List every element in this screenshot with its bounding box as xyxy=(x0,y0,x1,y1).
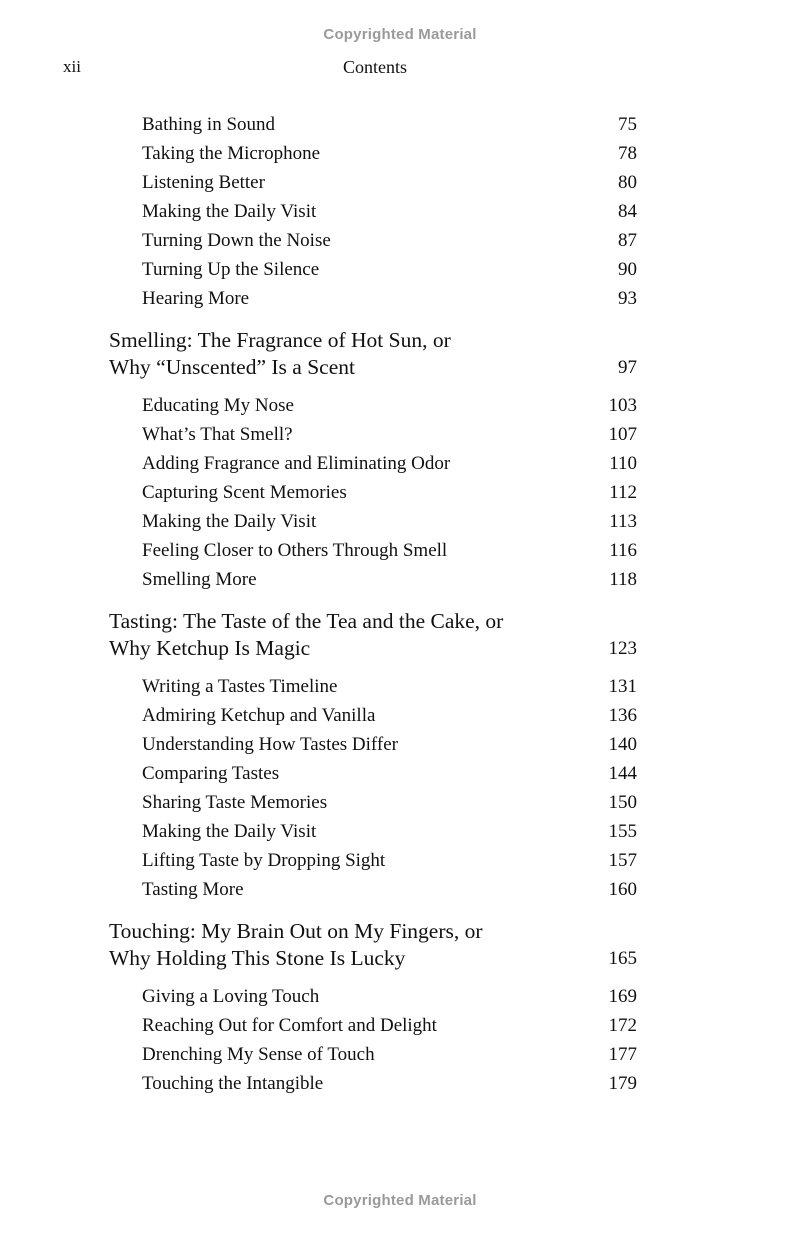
toc-entry-title: Admiring Ketchup and Vanilla xyxy=(142,705,376,726)
toc-entry xyxy=(0,790,800,819)
toc-entry-page: 93 xyxy=(618,288,637,309)
toc-entry-title: Understanding How Tastes Differ xyxy=(142,734,398,755)
toc-entry xyxy=(0,480,800,509)
toc-entry-title: Writing a Tastes Timeline xyxy=(142,676,338,697)
toc-entry-title: Comparing Tastes xyxy=(142,763,280,784)
toc-entry-title: Turning Down the Noise xyxy=(142,230,331,251)
chapter-title-line1: Smelling: The Fragrance of Hot Sun, or xyxy=(109,328,451,352)
toc-entry-title: Capturing Scent Memories xyxy=(142,482,347,503)
toc-entry-page: 172 xyxy=(608,1015,637,1036)
toc-entry xyxy=(0,1042,800,1071)
toc-entry-page: 103 xyxy=(608,395,637,416)
toc-entry-title: What’s That Smell? xyxy=(142,424,293,445)
chapter-section-list-smelling xyxy=(0,393,800,596)
toc-entry-page: 75 xyxy=(618,114,637,135)
toc-entry xyxy=(0,451,800,480)
toc-entry-title: Taking the Microphone xyxy=(142,143,321,164)
watermark-top: Copyrighted Material xyxy=(323,26,477,43)
toc-entry-title: Touching the Intangible xyxy=(142,1073,324,1094)
toc-entry-title: Hearing More xyxy=(142,288,250,309)
toc-entry xyxy=(0,761,800,790)
toc-entry-page: 113 xyxy=(609,511,637,532)
toc-entry xyxy=(0,703,800,732)
toc-entry-title: Drenching My Sense of Touch xyxy=(142,1044,375,1065)
toc-entry-page: 169 xyxy=(608,986,637,1007)
chapter-title-line1: Tasting: The Taste of the Tea and the Cake, or xyxy=(109,609,504,633)
running-head xyxy=(0,57,800,79)
toc-entry xyxy=(0,228,800,257)
toc-entry-page: 140 xyxy=(608,734,637,755)
toc-entry-page: 144 xyxy=(608,763,637,784)
toc-entry-page: 160 xyxy=(608,879,637,900)
running-title: Contents xyxy=(342,57,407,77)
page-number: xii xyxy=(63,57,81,76)
chapter-page: 97 xyxy=(618,357,637,378)
toc-entry xyxy=(0,538,800,567)
toc-entry xyxy=(0,567,800,596)
intro-section-list xyxy=(0,112,800,315)
toc-entry-page: 136 xyxy=(608,705,637,726)
watermark-bottom: Copyrighted Material xyxy=(323,1192,477,1209)
toc-entry-title: Turning Up the Silence xyxy=(142,259,320,280)
chapter-heading-tasting xyxy=(0,608,800,662)
toc-entry xyxy=(0,422,800,451)
chapter-title-line2: Why “Unscented” Is a Scent xyxy=(109,355,355,379)
toc-entry-title: Listening Better xyxy=(142,172,265,193)
toc-entry-page: 150 xyxy=(608,792,637,813)
toc-entry-page: 179 xyxy=(608,1073,637,1094)
toc-entry-title: Sharing Taste Memories xyxy=(142,792,328,813)
chapter-heading-touching xyxy=(0,918,800,972)
toc-entry xyxy=(0,509,800,538)
toc-entry xyxy=(0,257,800,286)
chapter-title-line2: Why Ketchup Is Magic xyxy=(109,636,311,660)
toc-entry xyxy=(0,199,800,228)
toc-entry-title: Smelling More xyxy=(142,569,257,590)
toc-entry-page: 112 xyxy=(609,482,637,503)
toc-entry-page: 78 xyxy=(618,143,637,164)
toc-entry-page: 177 xyxy=(608,1044,637,1065)
toc-entry xyxy=(0,819,800,848)
toc-entry-title: Adding Fragrance and Eliminating Odor xyxy=(142,453,451,474)
toc-entry-page: 131 xyxy=(608,676,637,697)
toc-entry xyxy=(0,112,800,141)
toc-entry-title: Reaching Out for Comfort and Delight xyxy=(142,1015,437,1036)
toc-entry xyxy=(0,984,800,1013)
toc-entry-page: 110 xyxy=(609,453,637,474)
toc-entry-title: Feeling Closer to Others Through Smell xyxy=(142,540,448,561)
chapter-page: 165 xyxy=(608,948,637,969)
toc-entry-title: Educating My Nose xyxy=(142,395,294,416)
toc-entry-title: Making the Daily Visit xyxy=(142,511,317,532)
toc-entry-title: Making the Daily Visit xyxy=(142,821,317,842)
toc-entry-page: 90 xyxy=(618,259,637,280)
toc-entry xyxy=(0,141,800,170)
toc-entry-title: Lifting Taste by Dropping Sight xyxy=(142,850,386,871)
toc-entry-page: 80 xyxy=(618,172,637,193)
toc-entry xyxy=(0,674,800,703)
toc-entry-page: 84 xyxy=(618,201,637,222)
toc-entry-page: 118 xyxy=(609,569,637,590)
chapter-heading-smelling xyxy=(0,327,800,381)
toc-entry-page: 116 xyxy=(609,540,637,561)
toc-entry-page: 107 xyxy=(608,424,637,445)
toc-entry-title: Bathing in Sound xyxy=(142,114,276,135)
toc-entry-page: 157 xyxy=(608,850,637,871)
chapter-section-list-tasting xyxy=(0,674,800,906)
chapter-section-list-touching xyxy=(0,984,800,1100)
toc-entry xyxy=(0,848,800,877)
table-of-contents xyxy=(0,112,800,1100)
toc-entry xyxy=(0,877,800,906)
toc-entry xyxy=(0,393,800,422)
toc-entry-title: Tasting More xyxy=(142,879,244,900)
toc-entry xyxy=(0,286,800,315)
chapter-title-line2: Why Holding This Stone Is Lucky xyxy=(109,946,406,970)
toc-entry-page: 155 xyxy=(608,821,637,842)
toc-entry-page: 87 xyxy=(618,230,637,251)
toc-entry xyxy=(0,170,800,199)
toc-entry-title: Making the Daily Visit xyxy=(142,201,317,222)
toc-entry xyxy=(0,1013,800,1042)
toc-entry xyxy=(0,732,800,761)
toc-entry-title: Giving a Loving Touch xyxy=(142,986,320,1007)
chapter-title-line1: Touching: My Brain Out on My Fingers, or xyxy=(109,919,483,943)
toc-entry xyxy=(0,1071,800,1100)
chapter-page: 123 xyxy=(608,638,637,659)
